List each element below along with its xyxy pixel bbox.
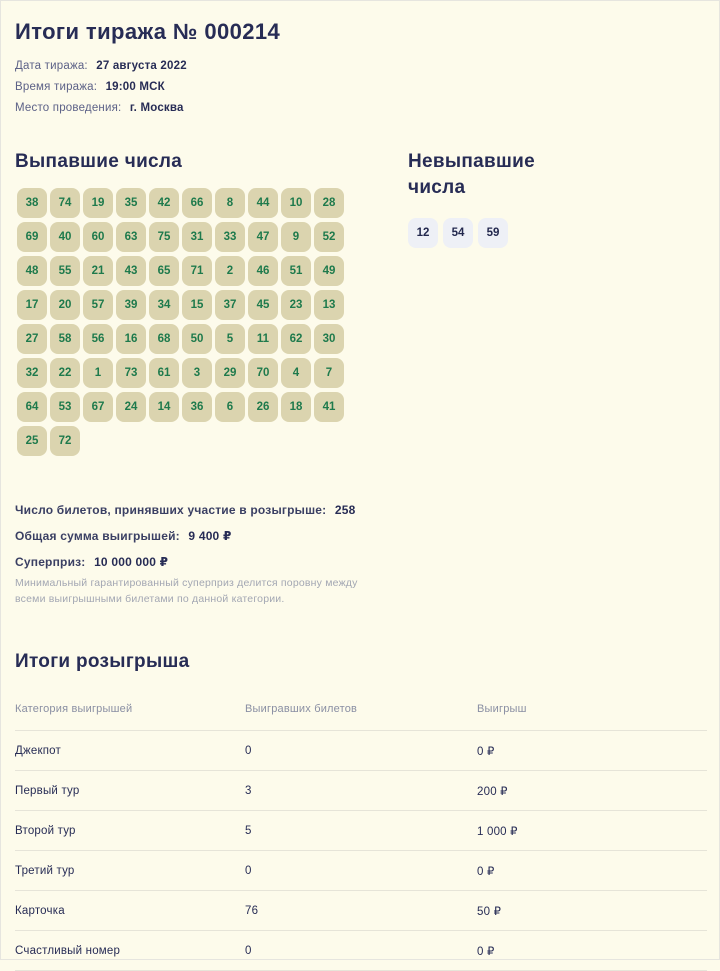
- drawn-number-tile: 64: [17, 392, 47, 422]
- row-prize: 1 000 ₽: [477, 826, 518, 839]
- total-winnings-row: [15, 529, 705, 543]
- drawn-number-tile: 49: [314, 256, 344, 286]
- total-winnings-label: Общая сумма выигрышей:: [15, 528, 180, 543]
- superprize-value: 10 000 000 ₽: [94, 554, 169, 569]
- draw-date-value: 27 августа 2022: [96, 60, 187, 72]
- row-category: Второй тур: [15, 825, 76, 838]
- drawn-number-tile: 13: [314, 290, 344, 320]
- drawn-number-tile: 69: [17, 222, 47, 252]
- tickets-count-label: Число билетов, принявших участие в розыгрыше:: [15, 502, 327, 517]
- row-tickets: 0: [245, 745, 252, 758]
- table-row: [15, 891, 707, 931]
- row-tickets: 0: [245, 865, 252, 878]
- drawn-number-tile: 51: [281, 256, 311, 286]
- drawn-number-tile: 55: [50, 256, 80, 286]
- draw-stats: [15, 503, 705, 608]
- missing-numbers-heading: Невыпавшие числа: [408, 151, 536, 198]
- column-category: Категория выигрышей: [15, 703, 133, 716]
- superprize-row: [15, 555, 705, 569]
- drawn-number-tile: 40: [50, 222, 80, 252]
- row-tickets: 3: [245, 785, 252, 798]
- drawn-number-tile: 47: [248, 222, 278, 252]
- drawn-number-tile: 6: [215, 392, 245, 422]
- drawn-numbers-grid: [17, 188, 367, 456]
- drawn-number-tile: 5: [215, 324, 245, 354]
- drawn-number-tile: 8: [215, 188, 245, 218]
- row-prize: 200 ₽: [477, 786, 508, 799]
- table-row: [15, 771, 707, 811]
- drawn-number-tile: 26: [248, 392, 278, 422]
- drawn-number-tile: 18: [281, 392, 311, 422]
- drawn-number-tile: 20: [50, 290, 80, 320]
- draw-time-label: Время тиража:: [15, 81, 98, 93]
- drawn-number-tile: 65: [149, 256, 179, 286]
- drawn-number-tile: 66: [182, 188, 212, 218]
- draw-time-row: [15, 81, 705, 93]
- draw-info: [15, 60, 705, 114]
- row-prize: 0 ₽: [477, 866, 495, 879]
- draw-date-row: [15, 60, 705, 72]
- drawn-number-tile: 72: [50, 426, 80, 456]
- drawn-number-tile: 28: [314, 188, 344, 218]
- drawn-number-tile: 33: [215, 222, 245, 252]
- drawn-number-tile: 53: [50, 392, 80, 422]
- missing-numbers-section: [408, 149, 588, 456]
- drawn-number-tile: 25: [17, 426, 47, 456]
- drawn-numbers-heading: Выпавшие числа: [15, 151, 183, 172]
- draw-time-value: 19:00 МСК: [105, 81, 165, 93]
- table-row: [15, 731, 707, 771]
- missing-number-tile: 12: [408, 218, 438, 248]
- drawn-number-tile: 15: [182, 290, 212, 320]
- drawn-number-tile: 32: [17, 358, 47, 388]
- drawn-number-tile: 61: [149, 358, 179, 388]
- drawn-number-tile: 4: [281, 358, 311, 388]
- drawn-number-tile: 45: [248, 290, 278, 320]
- column-prize: Выигрыш: [477, 703, 527, 716]
- drawn-number-tile: 36: [182, 392, 212, 422]
- drawn-number-tile: 75: [149, 222, 179, 252]
- drawn-number-tile: 62: [281, 324, 311, 354]
- row-prize: 50 ₽: [477, 906, 502, 919]
- row-category: Джекпот: [15, 745, 61, 758]
- missing-numbers-row: [408, 218, 588, 248]
- lottery-results-page: [1, 1, 719, 971]
- numbers-sections: [15, 149, 705, 456]
- drawn-number-tile: 68: [149, 324, 179, 354]
- drawn-numbers-section: [15, 149, 367, 456]
- drawn-number-tile: 60: [83, 222, 113, 252]
- drawn-number-tile: 22: [50, 358, 80, 388]
- table-row: [15, 811, 707, 851]
- drawn-number-tile: 27: [17, 324, 47, 354]
- row-category: Третий тур: [15, 865, 75, 878]
- drawn-number-tile: 11: [248, 324, 278, 354]
- results-heading: Итоги розыгрыша: [15, 651, 190, 673]
- drawn-number-tile: 70: [248, 358, 278, 388]
- drawn-number-tile: 39: [116, 290, 146, 320]
- drawn-number-tile: 57: [83, 290, 113, 320]
- drawn-number-tile: 16: [116, 324, 146, 354]
- drawn-number-tile: 74: [50, 188, 80, 218]
- draw-place-value: г. Москва: [129, 102, 184, 114]
- drawn-number-tile: 41: [314, 392, 344, 422]
- drawn-number-tile: 19: [83, 188, 113, 218]
- drawn-number-tile: 67: [83, 392, 113, 422]
- drawn-number-tile: 14: [149, 392, 179, 422]
- drawn-number-tile: 3: [182, 358, 212, 388]
- drawn-number-tile: 58: [50, 324, 80, 354]
- row-tickets: 5: [245, 825, 252, 838]
- drawn-number-tile: 31: [182, 222, 212, 252]
- drawn-number-tile: 71: [182, 256, 212, 286]
- results-table: [15, 703, 707, 971]
- drawn-number-tile: 43: [116, 256, 146, 286]
- drawn-number-tile: 46: [248, 256, 278, 286]
- row-prize: 0 ₽: [477, 946, 495, 959]
- row-tickets: 76: [245, 905, 259, 918]
- drawn-number-tile: 35: [116, 188, 146, 218]
- drawn-number-tile: 7: [314, 358, 344, 388]
- drawn-number-tile: 1: [83, 358, 113, 388]
- draw-date-label: Дата тиража:: [15, 60, 88, 72]
- drawn-number-tile: 2: [215, 256, 245, 286]
- table-row: [15, 931, 707, 971]
- drawn-number-tile: 44: [248, 188, 278, 218]
- drawn-number-tile: 9: [281, 222, 311, 252]
- row-category: Первый тур: [15, 785, 80, 798]
- drawn-number-tile: 24: [116, 392, 146, 422]
- page-title: Итоги тиража № 000214: [15, 19, 281, 44]
- column-tickets: Выигравших билетов: [245, 703, 358, 716]
- results-table-header: [15, 703, 707, 731]
- drawn-number-tile: 23: [281, 290, 311, 320]
- total-winnings-value: 9 400 ₽: [188, 528, 232, 543]
- drawn-number-tile: 17: [17, 290, 47, 320]
- tickets-count-value: 258: [334, 502, 356, 517]
- row-prize: 0 ₽: [477, 746, 495, 759]
- drawn-number-tile: 10: [281, 188, 311, 218]
- drawn-number-tile: 29: [215, 358, 245, 388]
- row-category: Карточка: [15, 905, 65, 918]
- tickets-count-row: [15, 503, 705, 517]
- draw-place-row: [15, 102, 705, 114]
- results-table-body: [15, 731, 707, 971]
- superprize-label: Суперприз:: [15, 554, 86, 569]
- missing-number-tile: 59: [478, 218, 508, 248]
- drawn-number-tile: 37: [215, 290, 245, 320]
- table-row: [15, 851, 707, 891]
- drawn-number-tile: 30: [314, 324, 344, 354]
- drawn-number-tile: 21: [83, 256, 113, 286]
- drawn-number-tile: 63: [116, 222, 146, 252]
- drawn-number-tile: 42: [149, 188, 179, 218]
- drawn-number-tile: 48: [17, 256, 47, 286]
- results-section: [15, 651, 705, 971]
- drawn-number-tile: 56: [83, 324, 113, 354]
- row-tickets: 0: [245, 945, 252, 958]
- superprize-note: Минимальный гарантированный суперприз делится поровну между всеми выигрышными билетами по данной категории.: [15, 576, 358, 605]
- drawn-number-tile: 38: [17, 188, 47, 218]
- drawn-number-tile: 34: [149, 290, 179, 320]
- drawn-number-tile: 52: [314, 222, 344, 252]
- drawn-number-tile: 50: [182, 324, 212, 354]
- row-category: Счастливый номер: [15, 945, 121, 958]
- missing-number-tile: 54: [443, 218, 473, 248]
- drawn-number-tile: 73: [116, 358, 146, 388]
- draw-place-label: Место проведения:: [15, 102, 122, 114]
